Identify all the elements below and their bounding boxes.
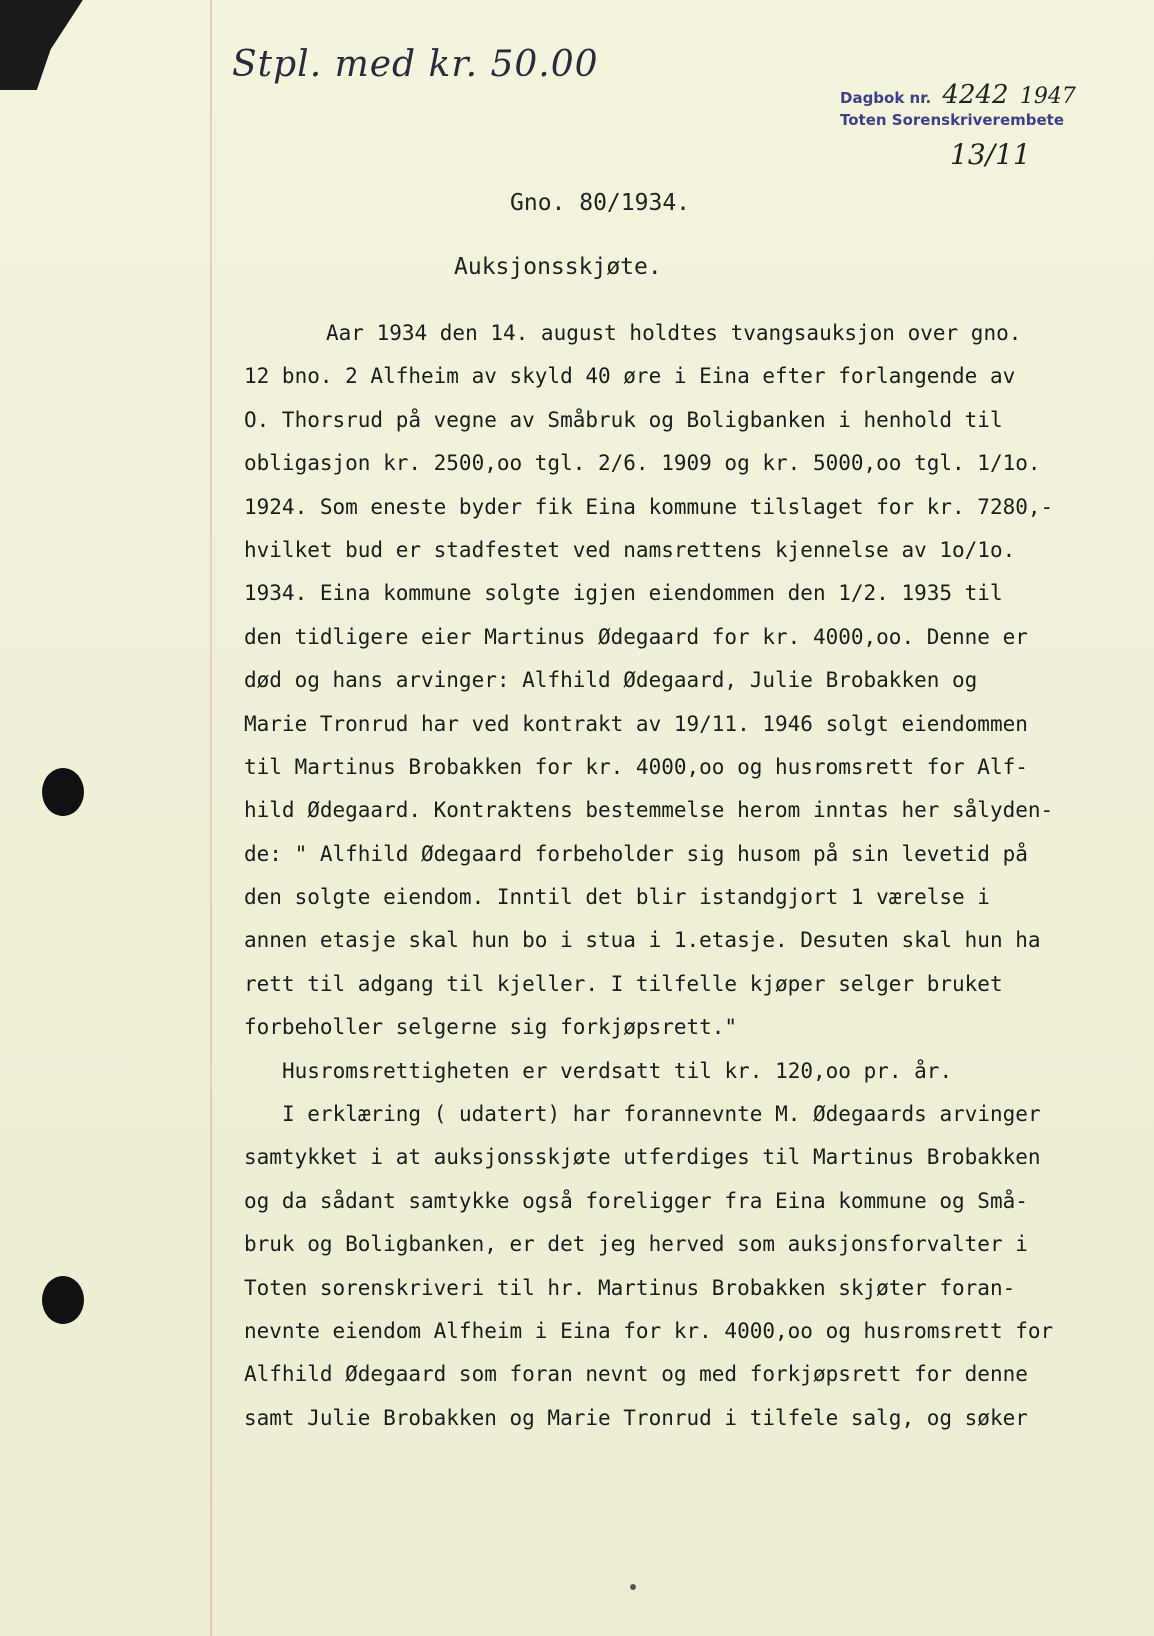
text-line: 12 bno. 2 Alfheim av skyld 40 øre i Eina efter forlangende av — [244, 364, 1016, 389]
stamp-year: 1947 — [1019, 84, 1076, 109]
text-line: obligasjon kr. 2500,oo tgl. 2/6. 1909 og kr. 5000,oo tgl. 1/1o. — [244, 451, 1041, 476]
text-line: til Martinus Brobakken for kr. 4000,oo og husromsrett for Alf- — [244, 754, 1028, 779]
text-line: Marie Tronrud har ved kontrakt av 19/11. 1946 solgt eiendommen — [244, 711, 1028, 736]
margin-rule — [210, 0, 212, 1636]
text-line: samtykket i at auksjonsskjøte utferdiges til Martinus Brobakken — [244, 1145, 1041, 1170]
stamp-date: 13/11 — [950, 138, 1031, 171]
text-line: rett til adgang til kjeller. I tilfelle kjøper selger bruket — [244, 971, 1003, 996]
text-line: Husromsrettigheten er verdsatt til kr. 120,oo pr. år. — [282, 1058, 953, 1083]
ink-mark — [630, 1584, 636, 1590]
text-line: Alfhild Ødegaard som foran nevnt og med forkjøpsrett for denne — [244, 1362, 1028, 1387]
punch-hole-upper — [42, 768, 84, 816]
stamp-label: Dagbok nr. — [840, 89, 932, 107]
text-line: Toten sorenskriveri til hr. Martinus Brobakken skjøter foran- — [244, 1275, 1016, 1300]
text-line: den solgte eiendom. Inntil det blir istandgjort 1 værelse i — [244, 885, 990, 910]
text-line: død og hans arvinger: Alfhild Ødegaard, Julie Brobakken og — [244, 668, 978, 693]
text-line: I erklæring ( udatert) har forannevnte M. Ødegaards arvinger — [282, 1102, 1041, 1127]
text-line: bruk og Boligbanken, er det jeg herved som auksjonsforvalter i — [244, 1232, 1028, 1257]
punch-hole-lower — [42, 1276, 84, 1324]
text-line: hild Ødegaard. Kontraktens bestemmelse herom inntas her sålyden- — [244, 798, 1054, 823]
handwritten-fee-note: Stpl. med kr. 50.00 — [232, 44, 599, 85]
text-line: Aar 1934 den 14. august holdtes tvangsauksjon over gno. — [326, 321, 1022, 345]
text-line: annen etasje skal hun bo i stua i 1.etasje. Desuten skal hun ha — [244, 928, 1041, 953]
text-line: og da sådant samtykke også foreligger fra Eina kommune og Små- — [244, 1188, 1028, 1213]
registry-stamp — [840, 80, 1076, 131]
text-line: forbeholler selgerne sig forkjøpsrett." — [244, 1015, 738, 1040]
stamp-office: Toten Sorenskriverembete — [840, 111, 1064, 129]
text-line: samt Julie Brobakken og Marie Tronrud i tilfele salg, og søker — [244, 1405, 1028, 1430]
case-reference: Gno. 80/1934. — [510, 190, 691, 216]
stamp-number: 4242 — [942, 80, 1009, 110]
text-line: den tidligere eier Martinus Ødegaard for kr. 4000,oo. Denne er — [244, 624, 1028, 649]
text-line: nevnte eiendom Alfheim i Eina for kr. 4000,oo og husromsrett for — [244, 1318, 1054, 1343]
text-line: 1934. Eina kommune solgte igjen eiendommen den 1/2. 1935 til — [244, 581, 1003, 606]
text-line: 1924. Som eneste byder fik Eina kommune tilslaget for kr. 7280,- — [244, 494, 1054, 519]
text-line: O. Thorsrud på vegne av Småbruk og Boligbanken i henhold til — [244, 407, 1003, 432]
page-edge-shadow — [0, 0, 92, 90]
text-line: de: " Alfhild Ødegaard forbeholder sig husom på sin levetid på — [244, 841, 1028, 866]
text-line: hvilket bud er stadfestet ved namsrettens kjennelse av 1o/1o. — [244, 537, 1016, 562]
document-title: Auksjonsskjøte. — [454, 254, 662, 280]
document-body — [244, 312, 1124, 1440]
